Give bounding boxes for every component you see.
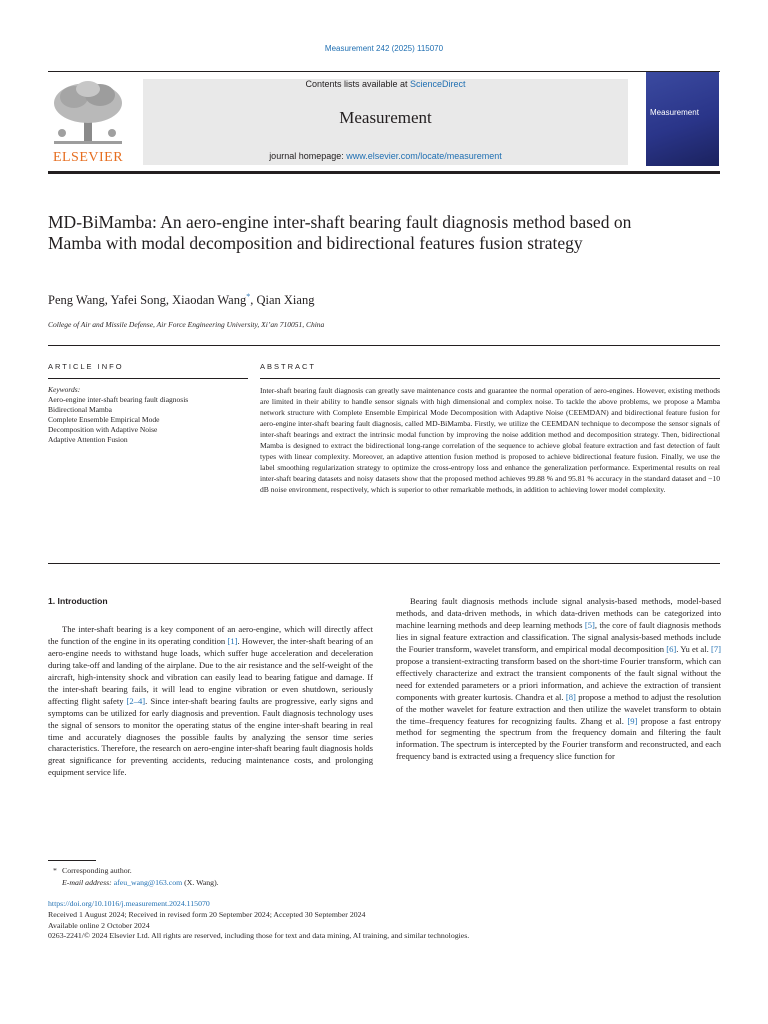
citation-link[interactable]: [9] [627,715,638,726]
citation-link[interactable]: [7] [710,643,721,654]
journal-name: Measurement [339,108,432,127]
author-name[interactable]: Yafei Song [110,293,166,308]
citation-link[interactable]: [6] [666,643,677,654]
keyword-item: Aero-engine inter-shaft bearing fault diagnosis [48,394,189,404]
keywords-label: Keywords: [48,385,81,394]
author-name[interactable]: Xiaodan Wang [172,293,247,308]
elsevier-wordmark: ELSEVIER [52,150,124,165]
corresponding-text: Corresponding author. [62,866,132,875]
doi-link[interactable]: https://doi.org/10.1016/j.measurement.2024.115070 [48,899,210,908]
header-thick-rule [48,171,720,174]
text-run: propose a fast entropy method for segmenting the spectrum from the frequency domain and filtering the fault information. The spectrum is intercepted by the Fourier transform and reconstructed, and each frequency band is extracted using a frequency slice function for [396,715,721,762]
article-title: MD-BiMamba: An aero-engine inter-shaft bearing fault diagnosis method based on Mamba with modal decomposition and bidirectional features fusion strategy [48,212,632,253]
text-run: . However, the inter-shaft bearing of an aero-engine needs to withstand huge loads, which suffer huge acceleration and deceleration during take-off and landing of the airplane. Due to the air resistance and the self-weight of the aircraft, high-intensity shock and vibration can easily lead to bearing fatigue and damage. If the inter-shaft bearing fails, it will lead to engine vibration or even shutdown, seriously affecting flight safety [48,635,373,706]
contents-line [143,79,628,89]
footnote-mark: * [53,866,57,875]
keyword-item: Complete Ensemble Empirical Mode [48,414,160,424]
abstract-heading: ABSTRACT [260,362,317,371]
cover-title: Measurement [650,108,699,117]
available-online: Available online 2 October 2024 [48,920,150,930]
abstract-bottom-rule [48,563,720,564]
section-heading: 1. Introduction [48,596,108,606]
corresponding-note [48,865,219,877]
text-run: Bearing fault diagnosis methods include signal analysis-based methods, model-based methods, and data-driven methods, in which data-driven methods can be categorized into machine learning methods and deep learning methods [396,596,721,630]
copyright: 0263-2241/© 2024 Elsevier Ltd. All rights are reserved, including those for text and data mining, AI training, and similar technologies. [48,931,470,941]
email-note [48,877,219,889]
citation-link[interactable]: [1] [227,635,238,646]
paragraph [396,596,721,763]
text-run: propose a transient-extracting transform based on the short-time Fourier transform, which can effectively characterize and extract the transient components of the fault signal without the need for extended parameters or a priori information, and achieve the extraction of transient components with greater kurtosis. Chandra et al. [396,655,721,702]
sciencedirect-link[interactable]: ScienceDirect [410,79,466,89]
header-rule [48,71,720,72]
homepage-prefix: journal homepage: [269,151,347,161]
keywords-block [48,385,248,444]
author-name[interactable]: Qian Xiang [256,293,315,308]
article-info-heading: ARTICLE INFO [48,362,124,371]
text-run: , the core of fault diagnosis methods lies in signal feature extraction and classification. The signal analysis-based methods include the Fourier transform, wavelet transform, and empirical modal decomposition [396,619,721,654]
section-rule [48,345,720,346]
footnote [48,865,219,889]
email-link[interactable]: afeu_wang@163.com [113,878,183,887]
email-suffix: (X. Wang). [182,878,219,887]
text-run: The inter-shaft bearing is a key component of an aero-engine, which will directly affect the function of the engine in its operating condition [48,623,373,646]
author-list: Peng Wang, Yafei Song, Xiaodan Wang*, Qian Xiang [48,292,315,308]
body-column-left [48,596,373,779]
contents-prefix: Contents lists available at [305,79,411,89]
email-label: E-mail address: [62,878,112,887]
affiliation: College of Air and Missile Defense, Air Force Engineering University, Xi’an 710051, China [48,320,325,329]
keyword-item: Adaptive Attention Fusion [48,434,128,444]
homepage-line [143,151,628,161]
received-dates: Received 1 August 2024; Received in revised form 20 September 2024; Accepted 30 September 2024 [48,909,366,919]
journal-cover-image[interactable] [646,72,719,166]
footnote-rule [48,860,96,861]
citation-link[interactable]: [5] [584,619,595,630]
homepage-link[interactable]: www.elsevier.com/locate/measurement [346,151,502,161]
text-run: . Yu et al. [676,643,711,654]
info-rule [48,378,248,379]
abstract-rule [260,378,720,379]
author-name[interactable]: Peng Wang [48,293,105,308]
text-run: propose a method to adjust the resolution of the mother wavelet for feature extraction and then utilize the wavelet transform to obtain the time–frequency features for recognizing faults. Zhang et al. [396,691,721,726]
corresponding-mark[interactable]: * [246,292,251,301]
citation-link[interactable]: [2–4] [126,695,146,706]
body-column-right [396,596,721,763]
article-footer [48,899,728,942]
paragraph [48,624,373,779]
journal-reference[interactable]: Measurement 242 (2025) 115070 [324,44,444,53]
keyword-item: Bidirectional Mamba [48,404,112,414]
abstract-text: Inter-shaft bearing fault diagnosis can greatly save maintenance costs and guarantee the normal operation of aero-engines. However, existing methods are limited in their ability to handle sensor signals with high dimensional and complex noise. To tackle the above problems, we propose a Mamba network structure with Complete Ensemble Empirical Mode Decomposition with Adaptive Noise (CEEMDAN) and bidirectional feature fusion for aero-engine inter-shaft bearing fault diagnosis, called MD-BiMamba. Firstly, we utilize the CEEMDAN technique to decompose the sensor signals of inter-shaft bearings and extract the intrinsic modal function by improving the noise addition method and decomposition strategy. Then, bidirectional Mamba is designed to extract the bidirectional long-range correlation of the sequence to achieve global feature extraction and fast detection of fault types with linear complexity. Moreover, an adaptive attention fusion method is proposed to achieve bidirectional feature fusion. Finally, we use the label smoothing regularization strategy to optimize the cross-entropy loss and enhance the generalization performance. Experimental results on real inter-shaft bearing datasets and noisy datasets show that the proposed method achieves 99.88 % and 95.81 % accuracy in the standard dataset and −10 dB noise environment, respectively, which is superior to other remarkable methods, in addition to achieving lower model complexity. [260,386,720,495]
keyword-item: Decomposition with Adaptive Noise [48,424,158,434]
citation-link[interactable]: [8] [565,691,576,702]
text-run: . Since inter-shaft bearing faults are progressive, early signs and symptoms can be utilized for early diagnosis and prevention. Fault diagnosis technology uses the signal of sensors to monitor the operating status of the engine inter-shaft bearing in real time and accurately diagnoses the possible faults by analyzing the sensor time series characteristics. Therefore, the research on aero-engine inter-shaft bearing fault diagnosis holds great significance for preventing accidents, reducing maintenance costs, and prolonging equipment service life. [48,695,373,778]
